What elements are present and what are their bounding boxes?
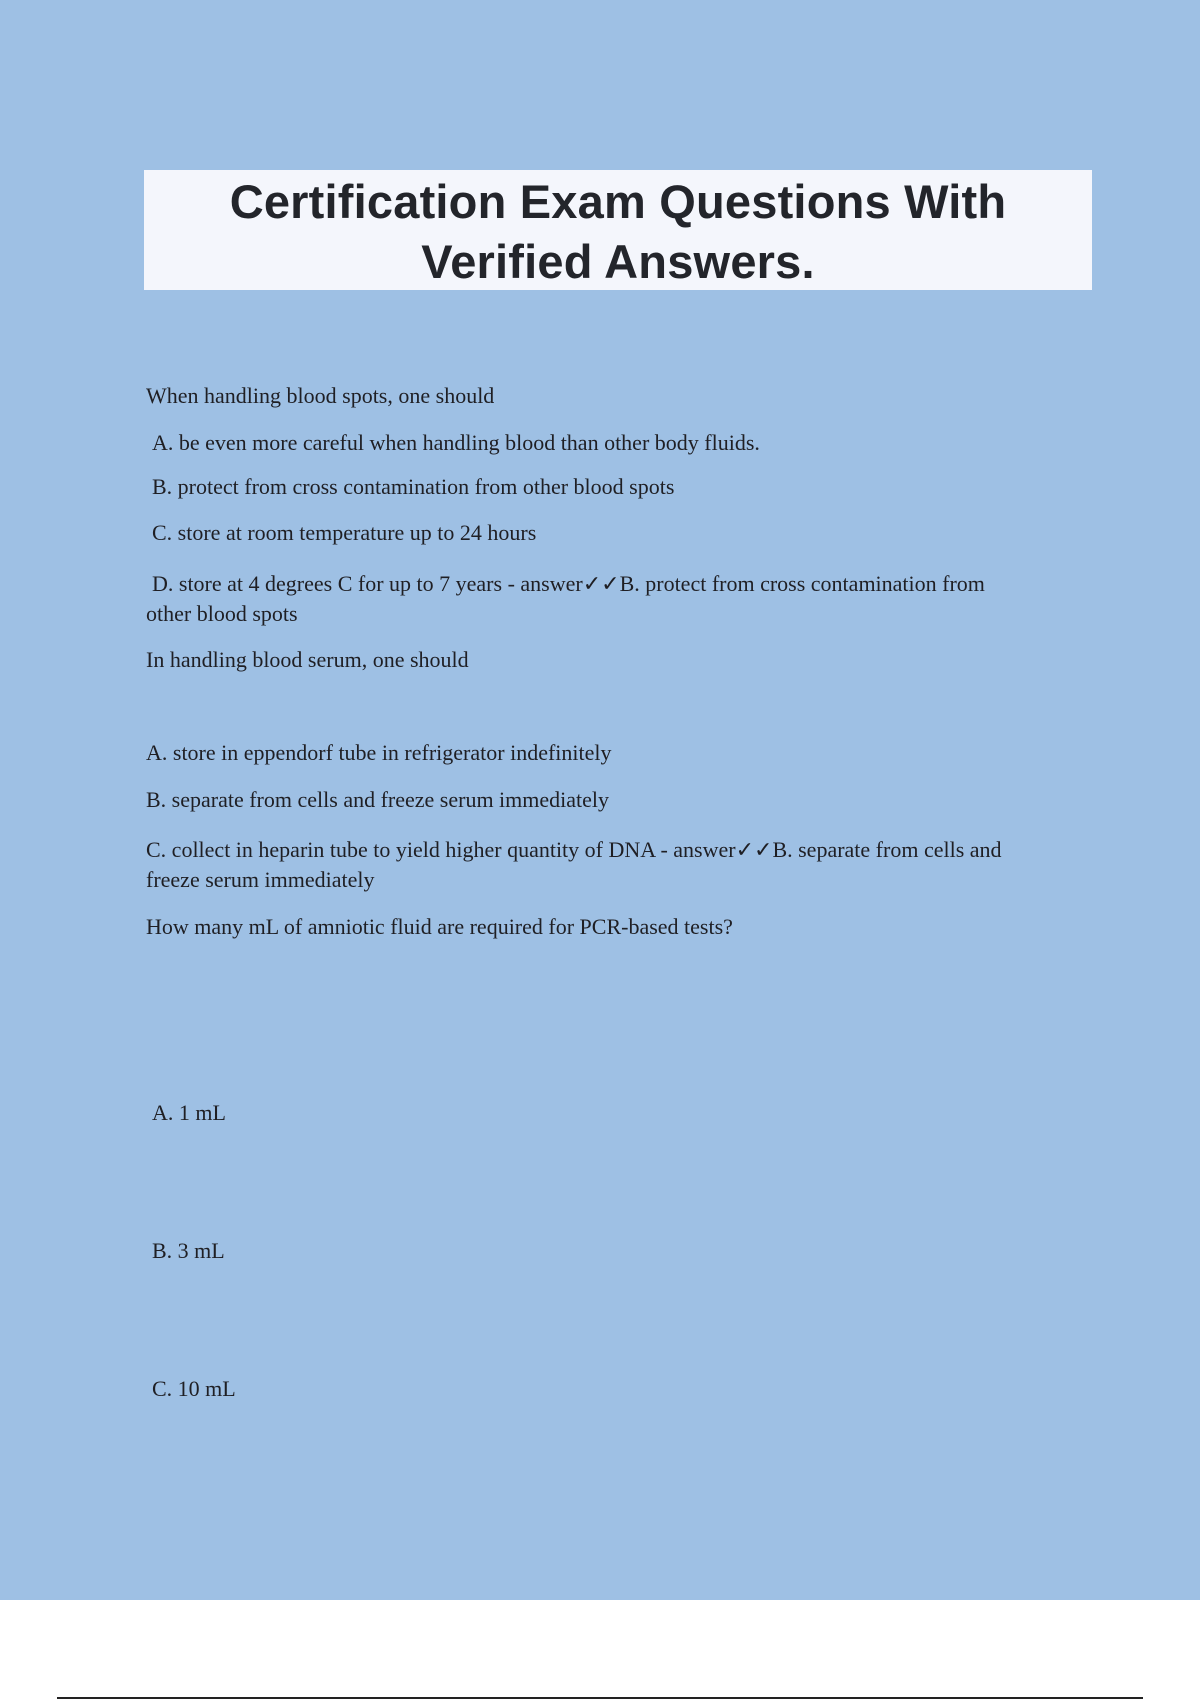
footer-divider [57,1697,1143,1699]
question-2-option-c-with-answer: C. collect in heparin tube to yield higher quantity of DNA - answer✓✓B. separate from cells and [146,837,1002,862]
document-title-line-2: Verified Answers. [421,235,815,288]
question-2-option-a: A. store in eppendorf tube in refrigerator indefinitely [146,740,612,765]
title-banner [144,170,1092,290]
question-1-option-a: A. be even more careful when handling blood than other body fluids. [152,430,760,455]
question-1-option-d-with-answer: D. store at 4 degrees C for up to 7 years - answer✓✓B. protect from cross contamination from [152,571,985,596]
document-title-line-1: Certification Exam Questions With [229,175,1007,228]
question-1-option-c: C. store at room temperature up to 24 hours [152,520,537,545]
question-1-option-b: B. protect from cross contamination from other blood spots [152,474,675,499]
question-2-option-b: B. separate from cells and freeze serum immediately [146,787,610,812]
question-3-option-c: C. 10 mL [152,1376,236,1401]
question-1-prompt: When handling blood spots, one should [146,383,495,408]
question-3-option-a: A. 1 mL [152,1100,226,1125]
question-2-answer-continued: freeze serum immediately [146,867,375,892]
question-3-prompt: How many mL of amniotic fluid are required for PCR-based tests? [146,914,733,939]
question-3-option-b: B. 3 mL [152,1238,225,1263]
question-1-answer-continued: other blood spots [146,601,298,626]
question-2-prompt: In handling blood serum, one should [146,647,469,672]
